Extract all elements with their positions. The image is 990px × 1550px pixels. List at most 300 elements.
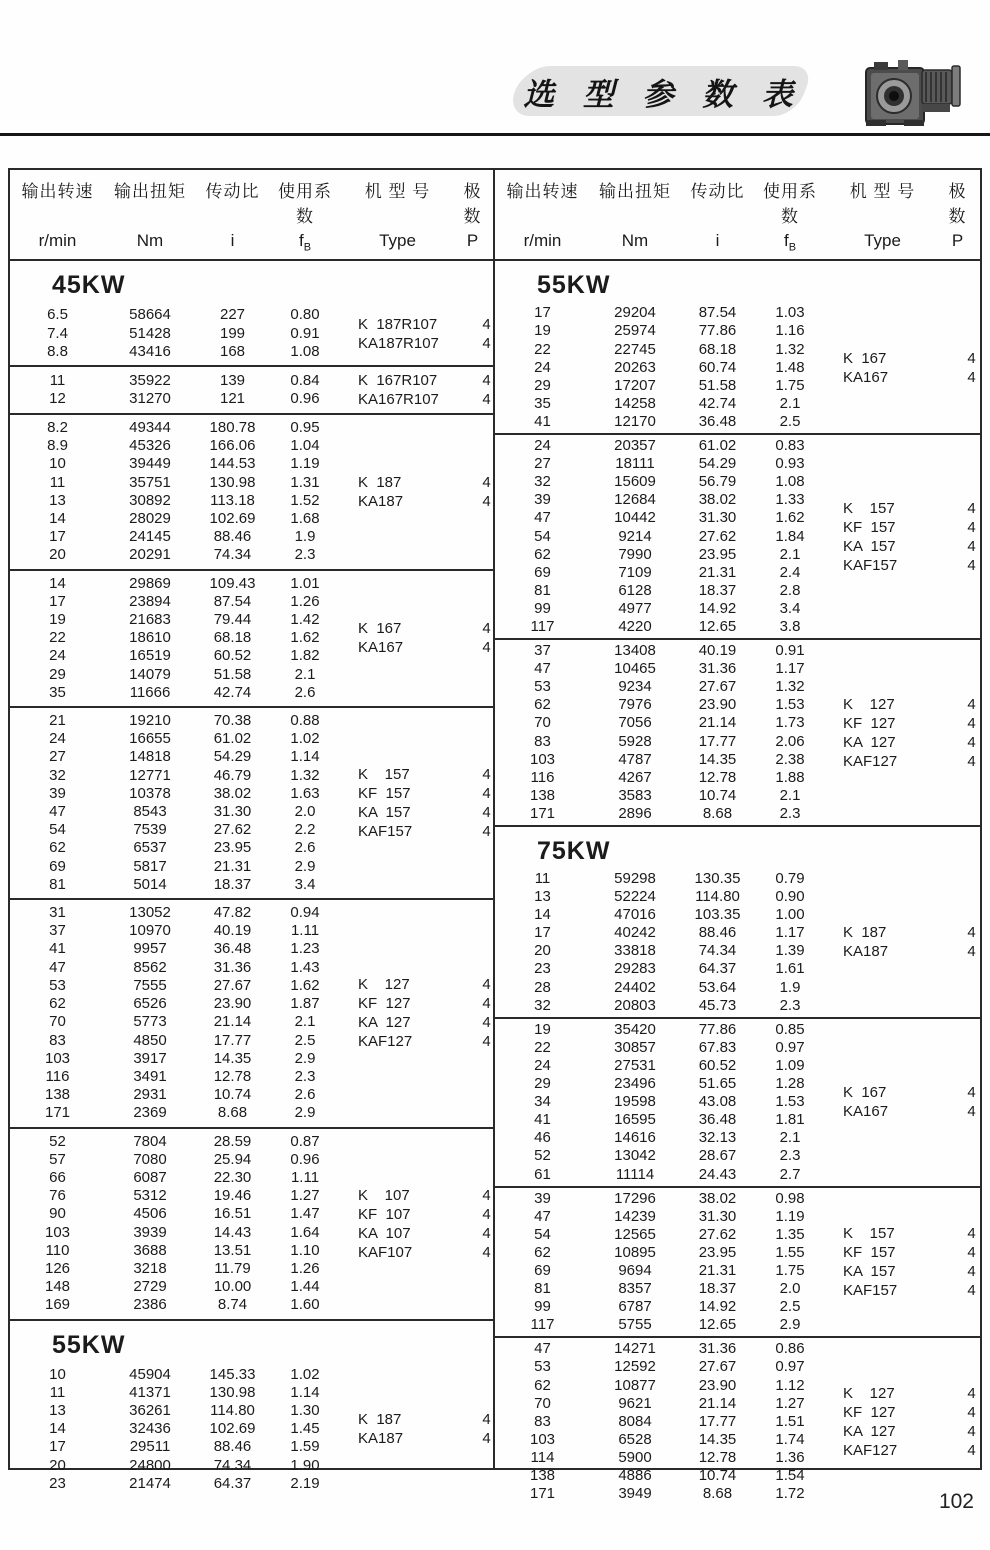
table-cell: 46.79	[213, 766, 252, 784]
table-cell: 1.48	[775, 358, 805, 376]
column-header-cn-row	[10, 177, 493, 227]
table-cell: 68.18	[213, 629, 252, 647]
pole-count: 4	[482, 315, 491, 333]
table-cell: 3688	[133, 1241, 167, 1259]
table-cell: 13408	[614, 642, 656, 660]
ratio-block	[495, 868, 980, 1019]
table-cell: 171	[529, 1485, 556, 1503]
table-cell: 9621	[618, 1394, 652, 1412]
type-label: KF 157	[843, 518, 896, 536]
table-cell: 2.38	[775, 750, 805, 768]
type-row	[340, 1013, 503, 1032]
table-row	[10, 1457, 340, 1475]
table-cell: 2.3	[779, 1147, 801, 1165]
table-cell: 87.54	[213, 592, 252, 610]
table-cell: 169	[44, 1296, 71, 1314]
pole-count: 4	[482, 804, 491, 822]
table-cell: 47	[49, 803, 66, 821]
table-cell: 19.46	[213, 1187, 252, 1205]
column-header-label: 使用系数	[278, 182, 332, 226]
table-cell: 14818	[129, 748, 171, 766]
table-cell: 29283	[614, 960, 656, 978]
ratio-block-types	[825, 1384, 988, 1460]
table-cell: 1.75	[775, 376, 805, 394]
table-cell: 1.62	[290, 976, 320, 994]
table-cell: 24145	[129, 528, 171, 546]
table-cell: 2.5	[779, 1298, 801, 1316]
pole-count: 4	[967, 537, 976, 555]
table-cell: 31.30	[698, 1207, 737, 1225]
table-cell: 3917	[133, 1049, 167, 1067]
type-label: KAF107	[358, 1243, 413, 1261]
column-header-label: 使用系数	[763, 182, 817, 226]
table-cell: 7555	[133, 976, 167, 994]
table-row	[495, 1226, 825, 1244]
table-cell: 99	[534, 599, 551, 617]
table-cell: 6087	[133, 1168, 167, 1186]
table-cell: 22	[49, 629, 66, 647]
type-label: KAF157	[843, 556, 898, 574]
type-label: KF 127	[843, 1403, 896, 1421]
table-cell: 1.14	[290, 1383, 320, 1401]
table-cell: 11114	[615, 1165, 655, 1183]
table-cell: 35	[49, 683, 66, 701]
table-cell: 14	[49, 574, 66, 592]
ratio-block	[10, 571, 493, 708]
ratio-block-types	[340, 975, 503, 1051]
ratio-block-values	[10, 1133, 340, 1315]
table-cell: 17.77	[698, 1412, 737, 1430]
table-cell: 31.30	[213, 803, 252, 821]
table-cell: 57	[49, 1150, 66, 1168]
table-cell: 52	[49, 1132, 66, 1150]
table-row	[495, 395, 825, 413]
table-cell: 2369	[133, 1104, 167, 1122]
table-cell: 1.08	[290, 342, 320, 360]
table-cell: 12170	[614, 412, 656, 430]
table-cell: 3.4	[779, 599, 801, 617]
table-cell: 2.1	[779, 1129, 801, 1147]
table-cell: 46	[534, 1129, 551, 1147]
column-header-unit: r/min	[38, 231, 77, 250]
table-cell: 1.17	[775, 660, 805, 678]
table-row	[10, 419, 340, 437]
table-cell: 13042	[614, 1147, 656, 1165]
table-cell: 8.68	[702, 1485, 733, 1503]
table-cell: 21.14	[698, 714, 737, 732]
table-cell: 5755	[618, 1316, 652, 1334]
table-row	[10, 1104, 340, 1122]
table-row	[10, 1475, 340, 1493]
type-label: K 187R107	[358, 315, 438, 333]
pole-count: 4	[482, 785, 491, 803]
table-cell: 14239	[614, 1207, 656, 1225]
table-cell: 0.84	[290, 371, 320, 389]
table-cell: 0.91	[290, 324, 320, 342]
table-row	[495, 997, 825, 1015]
table-row	[495, 1377, 825, 1395]
table-cell: 1.51	[775, 1412, 805, 1430]
table-cell: 109.43	[209, 574, 256, 592]
table-cell: 31270	[129, 390, 171, 407]
table-cell: 18.37	[698, 581, 737, 599]
ratio-block-values	[495, 870, 825, 1015]
table-cell: 9957	[133, 940, 167, 958]
table-cell: 23496	[614, 1075, 656, 1093]
table-cell: 20357	[614, 437, 656, 455]
table-cell: 0.79	[775, 870, 805, 888]
table-cell: 70	[49, 1013, 66, 1031]
table-cell: 4977	[618, 599, 652, 617]
pole-count: 4	[482, 995, 491, 1013]
table-cell: 81	[534, 1280, 551, 1298]
power-section-heading: 45KW	[52, 271, 126, 300]
table-cell: 5312	[133, 1187, 167, 1205]
table-cell: 7056	[618, 714, 652, 732]
table-cell: 64.37	[213, 1474, 252, 1492]
pole-count: 4	[967, 943, 976, 961]
table-row	[495, 1166, 825, 1184]
table-cell: 31.30	[698, 509, 737, 527]
ratio-block-types	[825, 695, 988, 771]
ratio-block-values	[495, 437, 825, 636]
table-cell: 30857	[614, 1038, 656, 1056]
table-row	[495, 924, 825, 942]
table-row	[10, 1242, 340, 1260]
table-row	[10, 1205, 340, 1223]
table-cell: 12.78	[698, 1448, 737, 1466]
table-cell: 2.7	[779, 1165, 801, 1183]
table-cell: 4220	[618, 617, 652, 635]
pole-count: 4	[482, 473, 491, 491]
table-cell: 24402	[614, 978, 656, 996]
type-label: KF 157	[358, 785, 411, 803]
table-cell: 1.32	[290, 766, 320, 784]
table-cell: 1.19	[290, 455, 320, 473]
table-cell: 23894	[129, 592, 171, 610]
table-cell: 130.98	[209, 473, 256, 491]
type-label: KAF157	[358, 823, 413, 841]
table-cell: 16.51	[213, 1205, 252, 1223]
table-row	[10, 593, 340, 611]
table-row	[10, 1151, 340, 1169]
table-cell: 74.34	[213, 1456, 252, 1474]
table-cell: 2.3	[779, 804, 801, 822]
table-row	[495, 1316, 825, 1334]
table-cell: 21.14	[698, 1394, 737, 1412]
table-cell: 1.23	[290, 940, 320, 958]
ratio-block-values	[10, 372, 340, 408]
table-cell: 103	[44, 1049, 71, 1067]
table-cell: 114.80	[210, 1401, 255, 1419]
table-cell: 0.95	[290, 419, 320, 436]
table-cell: 2.6	[294, 683, 316, 701]
table-cell: 2386	[133, 1296, 167, 1314]
ratio-block-values	[495, 1021, 825, 1184]
table-cell: 53.64	[698, 978, 737, 996]
table-cell: 60.74	[698, 358, 737, 376]
ratio-block	[495, 1338, 980, 1505]
table-cell: 79.44	[213, 611, 252, 629]
type-row	[340, 619, 503, 638]
pole-count: 4	[967, 752, 976, 770]
table-cell: 1.53	[775, 696, 805, 714]
table-cell: 1.39	[775, 942, 805, 960]
table-cell: 52224	[614, 888, 656, 906]
table-cell: 8.68	[217, 1104, 248, 1122]
table-cell: 19	[534, 322, 551, 340]
ratio-block	[10, 415, 493, 571]
table-row	[495, 1075, 825, 1093]
table-cell: 5014	[133, 875, 167, 893]
type-label: KA167	[358, 639, 404, 657]
table-cell: 1.60	[290, 1296, 320, 1314]
table-row	[495, 1298, 825, 1316]
table-cell: 18.37	[698, 1280, 737, 1298]
pole-count: 4	[967, 1441, 976, 1459]
table-cell: 39449	[129, 455, 171, 473]
table-cell: 1.81	[775, 1111, 805, 1129]
table-cell: 1.28	[775, 1075, 805, 1093]
table-cell: 22	[534, 1038, 551, 1056]
table-cell: 18.37	[213, 875, 252, 893]
table-cell: 130.35	[694, 870, 741, 888]
table-cell: 15609	[614, 473, 656, 491]
column-header-unit: Type	[864, 231, 901, 250]
table-cell: 14079	[129, 665, 171, 683]
table-cell: 54	[534, 527, 551, 545]
table-cell: 45326	[129, 437, 171, 455]
table-cell: 8357	[618, 1280, 652, 1298]
pole-count: 4	[967, 556, 976, 574]
table-cell: 88.46	[213, 528, 252, 546]
table-cell: 1.19	[775, 1207, 805, 1225]
pole-count: 4	[967, 1103, 976, 1121]
table-cell: 0.83	[775, 437, 805, 455]
column-header-unit: Type	[379, 231, 416, 250]
table-cell: 1.82	[290, 647, 320, 665]
table-cell: 62	[49, 995, 66, 1013]
type-row	[340, 371, 503, 390]
type-row	[825, 1441, 988, 1460]
table-cell: 4506	[133, 1205, 167, 1223]
table-cell: 18610	[129, 629, 171, 647]
table-row	[495, 733, 825, 751]
table-cell: 1.72	[775, 1485, 805, 1503]
table-cell: 18111	[615, 455, 655, 473]
type-label: KF 127	[843, 714, 896, 732]
table-row	[495, 1147, 825, 1165]
pole-count: 4	[482, 620, 491, 638]
table-cell: 6528	[618, 1430, 652, 1448]
pole-count: 4	[482, 334, 491, 352]
table-cell: 116	[530, 768, 555, 786]
type-label: K 107	[358, 1186, 410, 1204]
pole-count: 4	[967, 733, 976, 751]
type-label: K 157	[843, 499, 895, 517]
table-cell: 5900	[618, 1448, 652, 1466]
pole-count: 4	[967, 499, 976, 517]
type-row	[825, 1224, 988, 1243]
table-row	[495, 1057, 825, 1075]
table-cell: 31.36	[213, 958, 252, 976]
table-cell: 39	[534, 1189, 551, 1207]
column-header	[495, 170, 980, 261]
table-cell: 11	[534, 870, 551, 888]
table-cell: 7.4	[47, 324, 68, 342]
table-cell: 5817	[133, 857, 167, 875]
ratio-block	[10, 708, 493, 900]
table-cell: 83	[49, 1031, 66, 1049]
table-cell: 138	[529, 786, 556, 804]
table-cell: 8.8	[47, 342, 68, 360]
type-label: K 127	[843, 1384, 895, 1402]
table-cell: 3.4	[294, 875, 316, 893]
table-cell: 113.18	[210, 491, 255, 509]
table-cell: 117	[530, 1316, 555, 1334]
table-cell: 16519	[129, 647, 171, 665]
table-cell: 45.73	[698, 996, 737, 1014]
power-section-heading: 55KW	[52, 1330, 126, 1359]
table-row	[495, 1395, 825, 1413]
table-cell: 17	[534, 304, 551, 322]
table-cell: 1.02	[290, 1365, 320, 1383]
table-row	[495, 618, 825, 636]
type-label: KAF127	[843, 752, 898, 770]
table-cell: 10.74	[698, 1467, 737, 1485]
table-cell: 1.00	[775, 906, 805, 924]
table-row	[495, 582, 825, 600]
table-cell: 1.43	[290, 958, 320, 976]
type-row	[340, 1410, 503, 1429]
table-cell: 40242	[614, 924, 656, 942]
table-cell: 25974	[614, 322, 656, 340]
table-cell: 103	[529, 1430, 556, 1448]
type-row	[825, 349, 988, 368]
table-cell: 1.9	[779, 978, 801, 996]
table-cell: 3218	[133, 1259, 167, 1277]
table-row	[10, 1187, 340, 1205]
table-row	[10, 455, 340, 473]
type-row	[825, 752, 988, 771]
table-row	[495, 1021, 825, 1039]
type-row	[825, 368, 988, 387]
table-cell: 47	[534, 1340, 551, 1358]
type-label: K 127	[843, 695, 895, 713]
table-row	[10, 1133, 340, 1151]
table-cell: 19	[49, 611, 66, 629]
type-label: K 127	[358, 976, 410, 994]
table-row	[10, 611, 340, 629]
pole-count: 4	[967, 1403, 976, 1421]
type-row	[825, 942, 988, 961]
table-row	[10, 959, 340, 977]
table-row	[10, 372, 340, 390]
table-cell: 32436	[129, 1420, 171, 1438]
table-row	[495, 1093, 825, 1111]
table-cell: 2.5	[779, 412, 801, 430]
table-row	[10, 510, 340, 528]
ratio-block-types	[825, 349, 988, 387]
table-cell: 7990	[618, 545, 652, 563]
table-cell: 3.8	[779, 617, 801, 635]
table-cell: 24	[49, 647, 66, 665]
table-cell: 8084	[618, 1412, 652, 1430]
pole-count: 4	[482, 1224, 491, 1242]
table-cell: 10877	[614, 1376, 656, 1394]
table-cell: 10465	[614, 660, 656, 678]
table-cell: 14616	[614, 1129, 656, 1147]
ratio-block-values	[10, 712, 340, 894]
table-cell: 2.6	[294, 839, 316, 857]
type-label: KA187R107	[358, 334, 439, 352]
type-label: KAF127	[843, 1441, 898, 1459]
type-label: K 187	[358, 1411, 402, 1429]
table-half-right	[495, 170, 980, 1503]
pole-count: 4	[482, 1411, 491, 1429]
table-cell: 14.35	[698, 1430, 737, 1448]
table-cell: 35922	[129, 371, 171, 389]
type-label: KAF157	[843, 1281, 898, 1299]
table-row	[495, 769, 825, 787]
table-cell: 24800	[129, 1456, 171, 1474]
table-cell: 38.02	[698, 491, 737, 509]
ratio-block-types	[340, 1186, 503, 1262]
table-row	[495, 528, 825, 546]
table-cell: 4850	[133, 1031, 167, 1049]
table-cell: 29869	[129, 574, 171, 592]
table-cell: 1.62	[775, 509, 805, 527]
table-cell: 103	[529, 750, 556, 768]
type-label: K 167	[358, 620, 402, 638]
type-label: KF 127	[358, 995, 411, 1013]
table-cell: 2.1	[779, 786, 801, 804]
type-label: K 157	[843, 1224, 895, 1242]
table-cell: 20291	[129, 546, 171, 564]
gear-reducer-photo-icon	[864, 56, 964, 130]
type-label: KA187	[358, 1430, 404, 1448]
table-cell: 52	[534, 1147, 551, 1165]
table-cell: 27.62	[698, 527, 737, 545]
table-cell: 2.3	[779, 996, 801, 1014]
table-cell: 23.90	[213, 995, 252, 1013]
table-cell: 4267	[618, 768, 652, 786]
table-cell: 3939	[133, 1223, 167, 1241]
table-cell: 21474	[129, 1474, 171, 1492]
table-row	[495, 1358, 825, 1376]
table-cell: 1.84	[775, 527, 805, 545]
table-row	[10, 325, 340, 343]
table-cell: 11.79	[214, 1259, 251, 1277]
table-row	[10, 306, 340, 324]
table-cell: 36.48	[213, 940, 252, 958]
table-cell: 8.68	[702, 804, 733, 822]
table-cell: 1.44	[290, 1278, 320, 1296]
table-cell: 1.68	[290, 510, 320, 528]
table-cell: 130.98	[209, 1383, 256, 1401]
type-row	[340, 1186, 503, 1205]
table-cell: 42.74	[698, 394, 737, 412]
type-label: KAF127	[358, 1033, 413, 1051]
column-header-cn-row	[495, 177, 980, 227]
pole-count: 4	[482, 1033, 491, 1051]
table-cell: 17296	[614, 1189, 656, 1207]
table-cell: 20	[49, 1456, 66, 1474]
table-row	[495, 1129, 825, 1147]
table-row	[10, 1032, 340, 1050]
table-cell: 53	[534, 678, 551, 696]
table-cell: 1.63	[290, 784, 320, 802]
